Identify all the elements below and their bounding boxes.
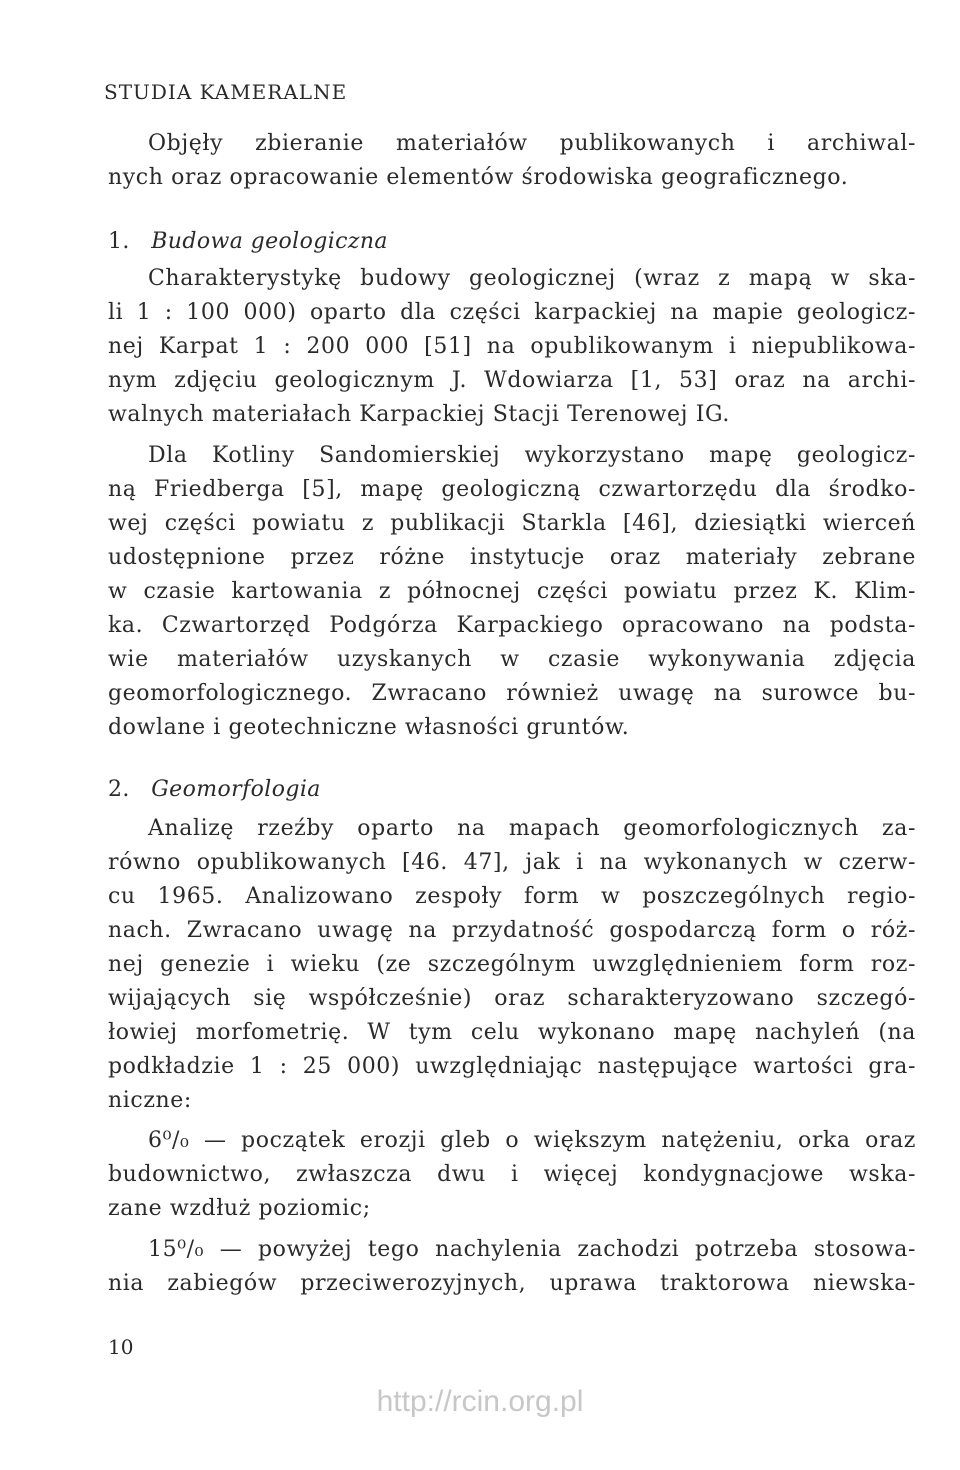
text-line: li 1 : 100 000) oparto dla części karpackiej na mapie geologicz-: [108, 300, 916, 325]
text-line: 6⁰/₀ — początek erozji gleb o większym natężeniu, orka oraz: [148, 1128, 916, 1153]
text-line: nej Karpat 1 : 200 000 [51] na opublikowanym i niepublikowa-: [108, 334, 916, 359]
text-line: cu 1965. Analizowano zespoły form w poszczególnych regio-: [108, 884, 916, 909]
text-line: wijających się współcześnie) oraz scharakteryzowano szczegó-: [108, 986, 916, 1011]
paragraph: [108, 262, 916, 432]
paragraph: [108, 1233, 916, 1301]
text-line: nym zdjęciu geologicznym J. Wdowiarza [1, 53] oraz na archi-: [108, 368, 916, 393]
text-line: Analizę rzeźby oparto na mapach geomorfologicznych za-: [148, 816, 916, 841]
text-line: łowiej morfometrię. W tym celu wykonano mapę nachyleń (na: [108, 1020, 916, 1045]
intro-paragraph: [108, 127, 916, 195]
text-line: dowlane i geotechniczne własności gruntów.: [108, 715, 630, 740]
text-line: udostępnione przez różne instytucje oraz materiały zebrane: [108, 545, 916, 570]
text-line: równo opublikowanych [46. 47], jak i na wykonanych w czerw-: [108, 850, 916, 875]
text-line: Charakterystykę budowy geologicznej (wraz z mapą w ska-: [148, 266, 916, 291]
text-line: nych oraz opracowanie elementów środowiska geograficznego.: [108, 165, 849, 190]
section-number: 1.: [108, 229, 130, 254]
section-title: Budowa geologiczna: [151, 229, 388, 254]
text-line: walnych materiałach Karpackiej Stacji Terenowej IG.: [108, 402, 730, 427]
text-line: wej części powiatu z publikacji Starkla [46], dziesiątki wierceń: [108, 511, 916, 536]
text-line: nej genezie i wieku (ze szczególnym uwzględnieniem form roz-: [108, 952, 916, 977]
running-header: STUDIA KAMERALNE: [104, 80, 348, 104]
section-heading-2: [108, 773, 321, 807]
text-line: podkładzie 1 : 25 000) uwzględniając następujące wartości gra-: [108, 1054, 916, 1079]
text-line: w czasie kartowania z północnej części powiatu przez K. Klim-: [108, 579, 916, 604]
paragraph: [108, 1124, 916, 1226]
section-number: 2.: [108, 777, 130, 802]
text-line: 15⁰/₀ — powyżej tego nachylenia zachodzi potrzeba stosowa-: [148, 1237, 916, 1262]
text-line: Objęły zbieranie materiałów publikowanych i archiwal-: [148, 131, 916, 156]
paragraph: [108, 812, 916, 1118]
page-number: 10: [108, 1335, 134, 1359]
text-line: budownictwo, zwłaszcza dwu i więcej kondygnacjowe wska-: [108, 1162, 916, 1187]
text-line: niczne:: [108, 1088, 192, 1113]
text-line: ka. Czwartorzęd Podgórza Karpackiego opracowano na podsta-: [108, 613, 916, 638]
section-heading-1: [108, 225, 388, 259]
paragraph: [108, 439, 916, 745]
text-line: nach. Zwracano uwagę na przydatność gospodarczą form o róż-: [108, 918, 916, 943]
text-line: zane wzdłuż poziomic;: [108, 1196, 371, 1221]
text-line: Dla Kotliny Sandomierskiej wykorzystano mapę geologicz-: [148, 443, 916, 468]
text-line: geomorfologicznego. Zwracano również uwagę na surowce bu-: [108, 681, 916, 706]
watermark-url: http://rcin.org.pl: [376, 1385, 584, 1418]
section-title: Geomorfologia: [151, 777, 321, 802]
text-line: wie materiałów uzyskanych w czasie wykonywania zdjęcia: [108, 647, 916, 672]
text-line: nia zabiegów przeciwerozyjnych, uprawa traktorowa niewska-: [108, 1271, 916, 1296]
text-line: ną Friedberga [5], mapę geologiczną czwartorzędu dla środko-: [108, 477, 916, 502]
